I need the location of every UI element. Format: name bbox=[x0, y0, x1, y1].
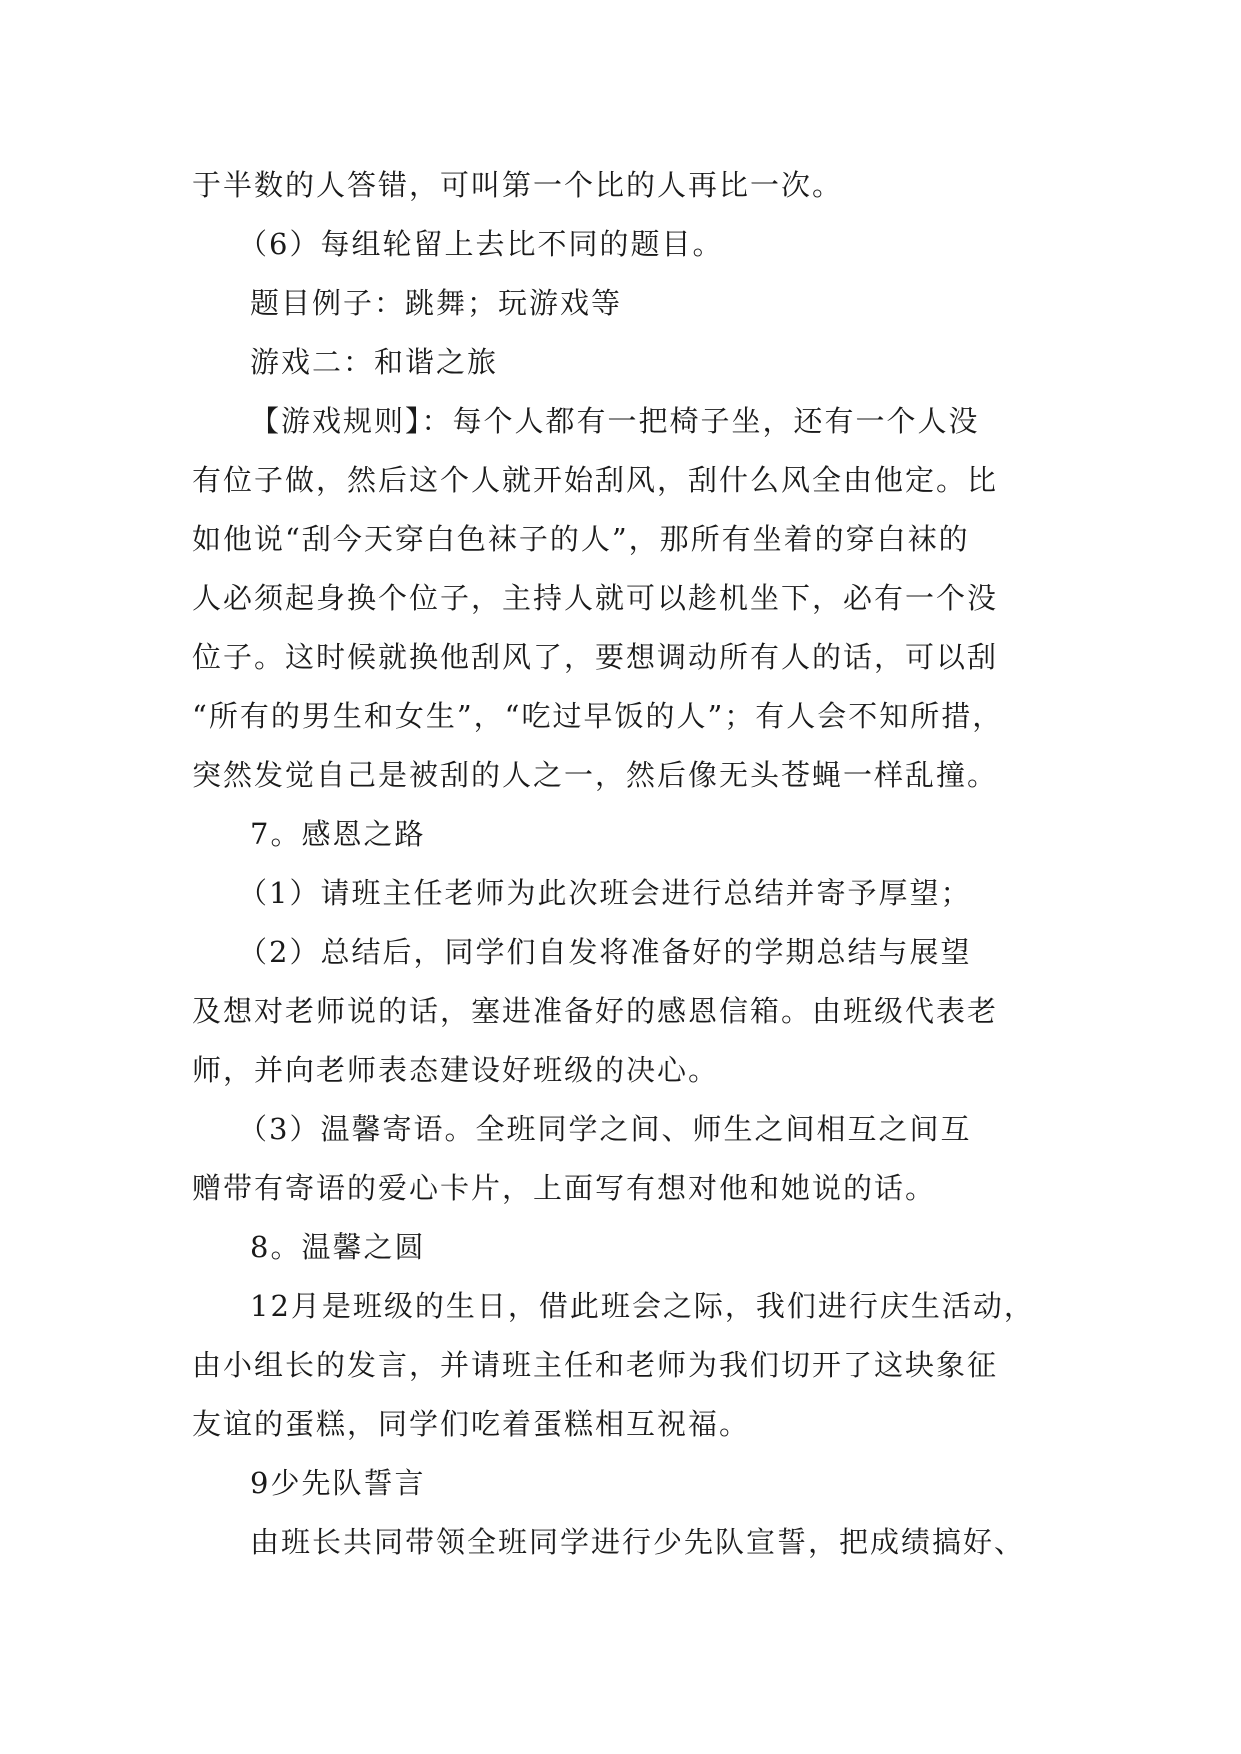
text-line: （6）每组轮留上去比不同的题目。 bbox=[238, 227, 724, 261]
text-line: 突然发觉自己是被刮的人之一，然后像无头苍蝇一样乱撞。 bbox=[192, 758, 999, 792]
section-heading: 7。感恩之路 bbox=[250, 817, 426, 851]
text-line: “所有的男生和女生”，“吃过早饭的人”；有人会不知所措， bbox=[192, 699, 1004, 733]
text-line: （3）温馨寄语。全班同学之间、师生之间相互之间互 bbox=[238, 1112, 972, 1146]
text-line: 于半数的人答错，可叫第一个比的人再比一次。 bbox=[192, 168, 844, 202]
section-heading: 8。温馨之圆 bbox=[250, 1230, 426, 1264]
section-heading: 9少先队誓言 bbox=[250, 1466, 426, 1500]
text-line: 题目例子：跳舞；玩游戏等 bbox=[250, 286, 623, 320]
text-line: 有位子做，然后这个人就开始刮风，刮什么风全由他定。比 bbox=[192, 463, 999, 497]
text-line: 由小组长的发言，并请班主任和老师为我们切开了这块象征 bbox=[192, 1348, 999, 1382]
text-line: 游戏二：和谐之旅 bbox=[250, 345, 499, 379]
text-line: 赠带有寄语的爱心卡片，上面写有想对他和她说的话。 bbox=[192, 1171, 937, 1205]
text-line: （2）总结后，同学们自发将准备好的学期总结与展望 bbox=[238, 935, 972, 969]
text-line: 人必须起身换个位子，主持人就可以趁机坐下，必有一个没 bbox=[192, 581, 999, 615]
text-line: 由班长共同带领全班同学进行少先队宣誓，把成绩搞好、 bbox=[250, 1525, 1026, 1559]
text-line: 12月是班级的生日，借此班会之际，我们进行庆生活动， bbox=[250, 1289, 1035, 1323]
text-line: （1）请班主任老师为此次班会进行总结并寄予厚望； bbox=[238, 876, 972, 910]
text-line: 【游戏规则】：每个人都有一把椅子坐，还有一个人没 bbox=[250, 404, 980, 438]
text-line: 如他说“刮今天穿白色袜子的人”，那所有坐着的穿白袜的 bbox=[192, 522, 970, 556]
text-line: 及想对老师说的话，塞进准备好的感恩信箱。由班级代表老 bbox=[192, 994, 999, 1028]
text-line: 师，并向老师表态建设好班级的决心。 bbox=[192, 1053, 720, 1087]
text-line: 位子。这时候就换他刮风了，要想调动所有人的话，可以刮 bbox=[192, 640, 999, 674]
text-line: 友谊的蛋糕，同学们吃着蛋糕相互祝福。 bbox=[192, 1407, 751, 1441]
document-body bbox=[192, 156, 1072, 1572]
